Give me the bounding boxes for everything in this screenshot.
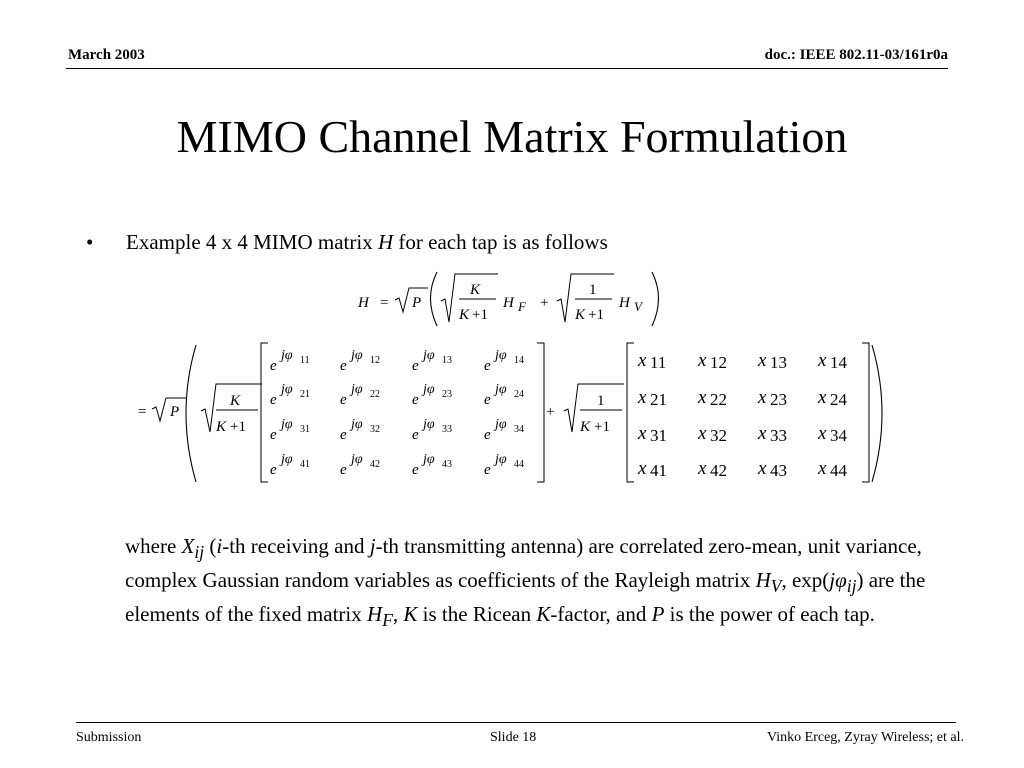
eq1-f-sub: F (518, 299, 526, 314)
svg-text:jφ: jφ (495, 417, 507, 432)
x-entry-31 (637, 423, 667, 445)
svg-text:12: 12 (370, 355, 380, 366)
svg-text:jφ: jφ (351, 417, 363, 432)
svg-text:14: 14 (514, 355, 524, 366)
eq1-k-den: K (459, 307, 470, 323)
x-entry-42 (697, 458, 727, 480)
eq2-one-num: 1 (597, 393, 605, 409)
eq2-k-den2: K (580, 419, 591, 435)
svg-text:x: x (818, 387, 827, 408)
exp-entry-34 (484, 417, 524, 443)
svg-text:x: x (638, 423, 647, 444)
svg-text:33: 33 (442, 424, 452, 435)
svg-text:jφ: jφ (281, 417, 293, 432)
eq2-plus: + (546, 404, 555, 420)
svg-text:24: 24 (830, 390, 847, 409)
exp-entry-42 (340, 452, 380, 478)
svg-text:13: 13 (442, 355, 452, 366)
x-entry-43 (757, 458, 787, 480)
coefficient-matrix (637, 350, 848, 480)
exp-entry-32 (340, 417, 380, 443)
svg-text:jφ: jφ (351, 382, 363, 397)
eq1-k-num: K (470, 282, 481, 298)
exp-entry-12 (340, 348, 380, 374)
eq2-p: P (170, 404, 180, 420)
svg-text:21: 21 (300, 389, 310, 400)
svg-text:43: 43 (442, 459, 452, 470)
svg-text:x: x (698, 458, 707, 479)
svg-text:jφ: jφ (351, 348, 363, 363)
exp-entry-13 (412, 348, 452, 374)
x-entry-32 (697, 423, 727, 445)
svg-text:x: x (698, 350, 707, 371)
svg-text:x: x (818, 458, 827, 479)
svg-text:jφ: jφ (495, 382, 507, 397)
svg-text:x: x (758, 387, 767, 408)
svg-text:jφ: jφ (495, 348, 507, 363)
exp-entry-22 (340, 382, 380, 408)
svg-text:42: 42 (370, 459, 380, 470)
svg-text:e: e (484, 358, 491, 374)
svg-text:e: e (484, 392, 491, 408)
eq1-lhs: H (358, 295, 369, 311)
svg-text:e: e (412, 462, 419, 478)
eq1-k-den2: K (575, 307, 586, 323)
svg-text:44: 44 (514, 459, 524, 470)
footer-slide-number: Slide 18 (490, 730, 537, 745)
svg-text:e: e (412, 358, 419, 374)
svg-text:33: 33 (770, 426, 787, 445)
svg-text:34: 34 (830, 426, 847, 445)
svg-text:e: e (340, 392, 347, 408)
exp-entry-41 (270, 452, 310, 478)
x-entry-34 (817, 423, 848, 445)
exp-entry-23 (412, 382, 452, 408)
x-entry-14 (817, 350, 848, 372)
exp-entry-21 (270, 382, 310, 408)
eq1-p: P (412, 295, 422, 311)
x-entry-21 (637, 387, 667, 409)
header-doc-id: doc.: IEEE 802.11-03/161r0a (764, 47, 948, 63)
svg-text:e: e (270, 462, 277, 478)
svg-text:x: x (758, 458, 767, 479)
x-entry-12 (697, 350, 727, 372)
footer-authors: Vinko Erceg, Zyray Wireless; et al. (767, 730, 964, 745)
x-entry-24 (817, 387, 848, 409)
x-entry-33 (757, 423, 787, 445)
svg-text:12: 12 (710, 353, 727, 372)
svg-text:e: e (270, 427, 277, 443)
svg-text:e: e (270, 392, 277, 408)
svg-text:11: 11 (300, 355, 310, 366)
svg-text:22: 22 (710, 390, 727, 409)
eq2-plus1-b: +1 (594, 419, 610, 435)
svg-text:41: 41 (300, 459, 310, 470)
header-rule (66, 68, 948, 69)
svg-text:14: 14 (830, 353, 847, 372)
svg-text:13: 13 (770, 353, 787, 372)
svg-text:x: x (758, 350, 767, 371)
svg-text:jφ: jφ (423, 452, 435, 467)
svg-text:x: x (818, 423, 827, 444)
svg-text:e: e (412, 392, 419, 408)
x-entry-11 (637, 350, 666, 372)
svg-text:jφ: jφ (281, 348, 293, 363)
bullet-dot: • (86, 230, 94, 254)
eq1-plus1-b: +1 (588, 307, 604, 323)
svg-text:e: e (270, 358, 277, 374)
svg-text:jφ: jφ (281, 452, 293, 467)
slide-title: MIMO Channel Matrix Formulation (176, 111, 848, 162)
svg-text:24: 24 (514, 389, 524, 400)
svg-text:e: e (340, 462, 347, 478)
svg-text:e: e (484, 462, 491, 478)
exp-entry-24 (484, 382, 524, 408)
svg-text:x: x (698, 423, 707, 444)
svg-text:x: x (758, 423, 767, 444)
svg-text:x: x (638, 350, 647, 371)
svg-text:44: 44 (830, 461, 847, 480)
svg-text:x: x (698, 387, 707, 408)
svg-text:42: 42 (710, 461, 727, 480)
svg-text:21: 21 (650, 390, 667, 409)
eq1-plus1-a: +1 (472, 307, 488, 323)
svg-text:43: 43 (770, 461, 787, 480)
eq2-plus1-a: +1 (230, 419, 246, 435)
svg-text:31: 31 (650, 426, 667, 445)
eq2-k-den: K (216, 419, 227, 435)
explanation-paragraph: where $X_{ij}$ (i-th receiving and j-th transmitting antenna) are correlated zero-mean, unit variance, complex Gaussian random variables as coefficients of the Rayleigh matrix $H_V$, $\exp(j\varphi_{ij})$ are the elements of the fixed matrix $H_F$, K is the Ricean K-factor, and P is the power of each tap. (125, 534, 926, 631)
svg-text:jφ: jφ (281, 382, 293, 397)
exp-entry-31 (270, 417, 310, 443)
x-entry-44 (817, 458, 848, 480)
x-entry-22 (697, 387, 727, 409)
svg-text:41: 41 (650, 461, 667, 480)
svg-text:x: x (638, 387, 647, 408)
header-date: March 2003 (68, 47, 145, 63)
x-entry-13 (757, 350, 787, 372)
exp-entry-11 (270, 348, 310, 374)
footer-submission: Submission (76, 730, 142, 745)
svg-text:e: e (412, 427, 419, 443)
eq1-v-sub: V (634, 299, 642, 314)
svg-text:23: 23 (442, 389, 452, 400)
svg-text:e: e (340, 427, 347, 443)
svg-text:32: 32 (710, 426, 727, 445)
svg-text:jφ: jφ (423, 382, 435, 397)
exp-entry-44 (484, 452, 524, 478)
exp-entry-33 (412, 417, 452, 443)
svg-text:32: 32 (370, 424, 380, 435)
footer-rule (76, 722, 956, 723)
eq1-equals: = (380, 295, 389, 311)
eq1-hf: H (503, 295, 514, 311)
eq1-hv: H (619, 295, 630, 311)
svg-text:jφ: jφ (351, 452, 363, 467)
eq2-equals: = (138, 404, 147, 420)
svg-text:x: x (638, 458, 647, 479)
exp-entry-14 (484, 348, 524, 374)
x-entry-41 (637, 458, 667, 480)
eq1-plus: + (540, 295, 549, 311)
svg-text:31: 31 (300, 424, 310, 435)
svg-text:e: e (340, 358, 347, 374)
svg-text:22: 22 (370, 389, 380, 400)
exp-entry-43 (412, 452, 452, 478)
eq2-k-num: K (230, 393, 241, 409)
svg-text:e: e (484, 427, 491, 443)
exponential-matrix (270, 348, 524, 478)
x-entry-23 (757, 387, 787, 409)
svg-text:11: 11 (650, 353, 667, 372)
eq1-one: 1 (589, 282, 597, 298)
svg-text:jφ: jφ (495, 452, 507, 467)
svg-text:34: 34 (514, 424, 524, 435)
svg-text:jφ: jφ (423, 417, 435, 432)
svg-text:23: 23 (770, 390, 787, 409)
svg-text:jφ: jφ (423, 348, 435, 363)
bullet-text: Example 4 x 4 MIMO matrix H for each tap is as follows (126, 230, 608, 254)
svg-text:x: x (818, 350, 827, 371)
